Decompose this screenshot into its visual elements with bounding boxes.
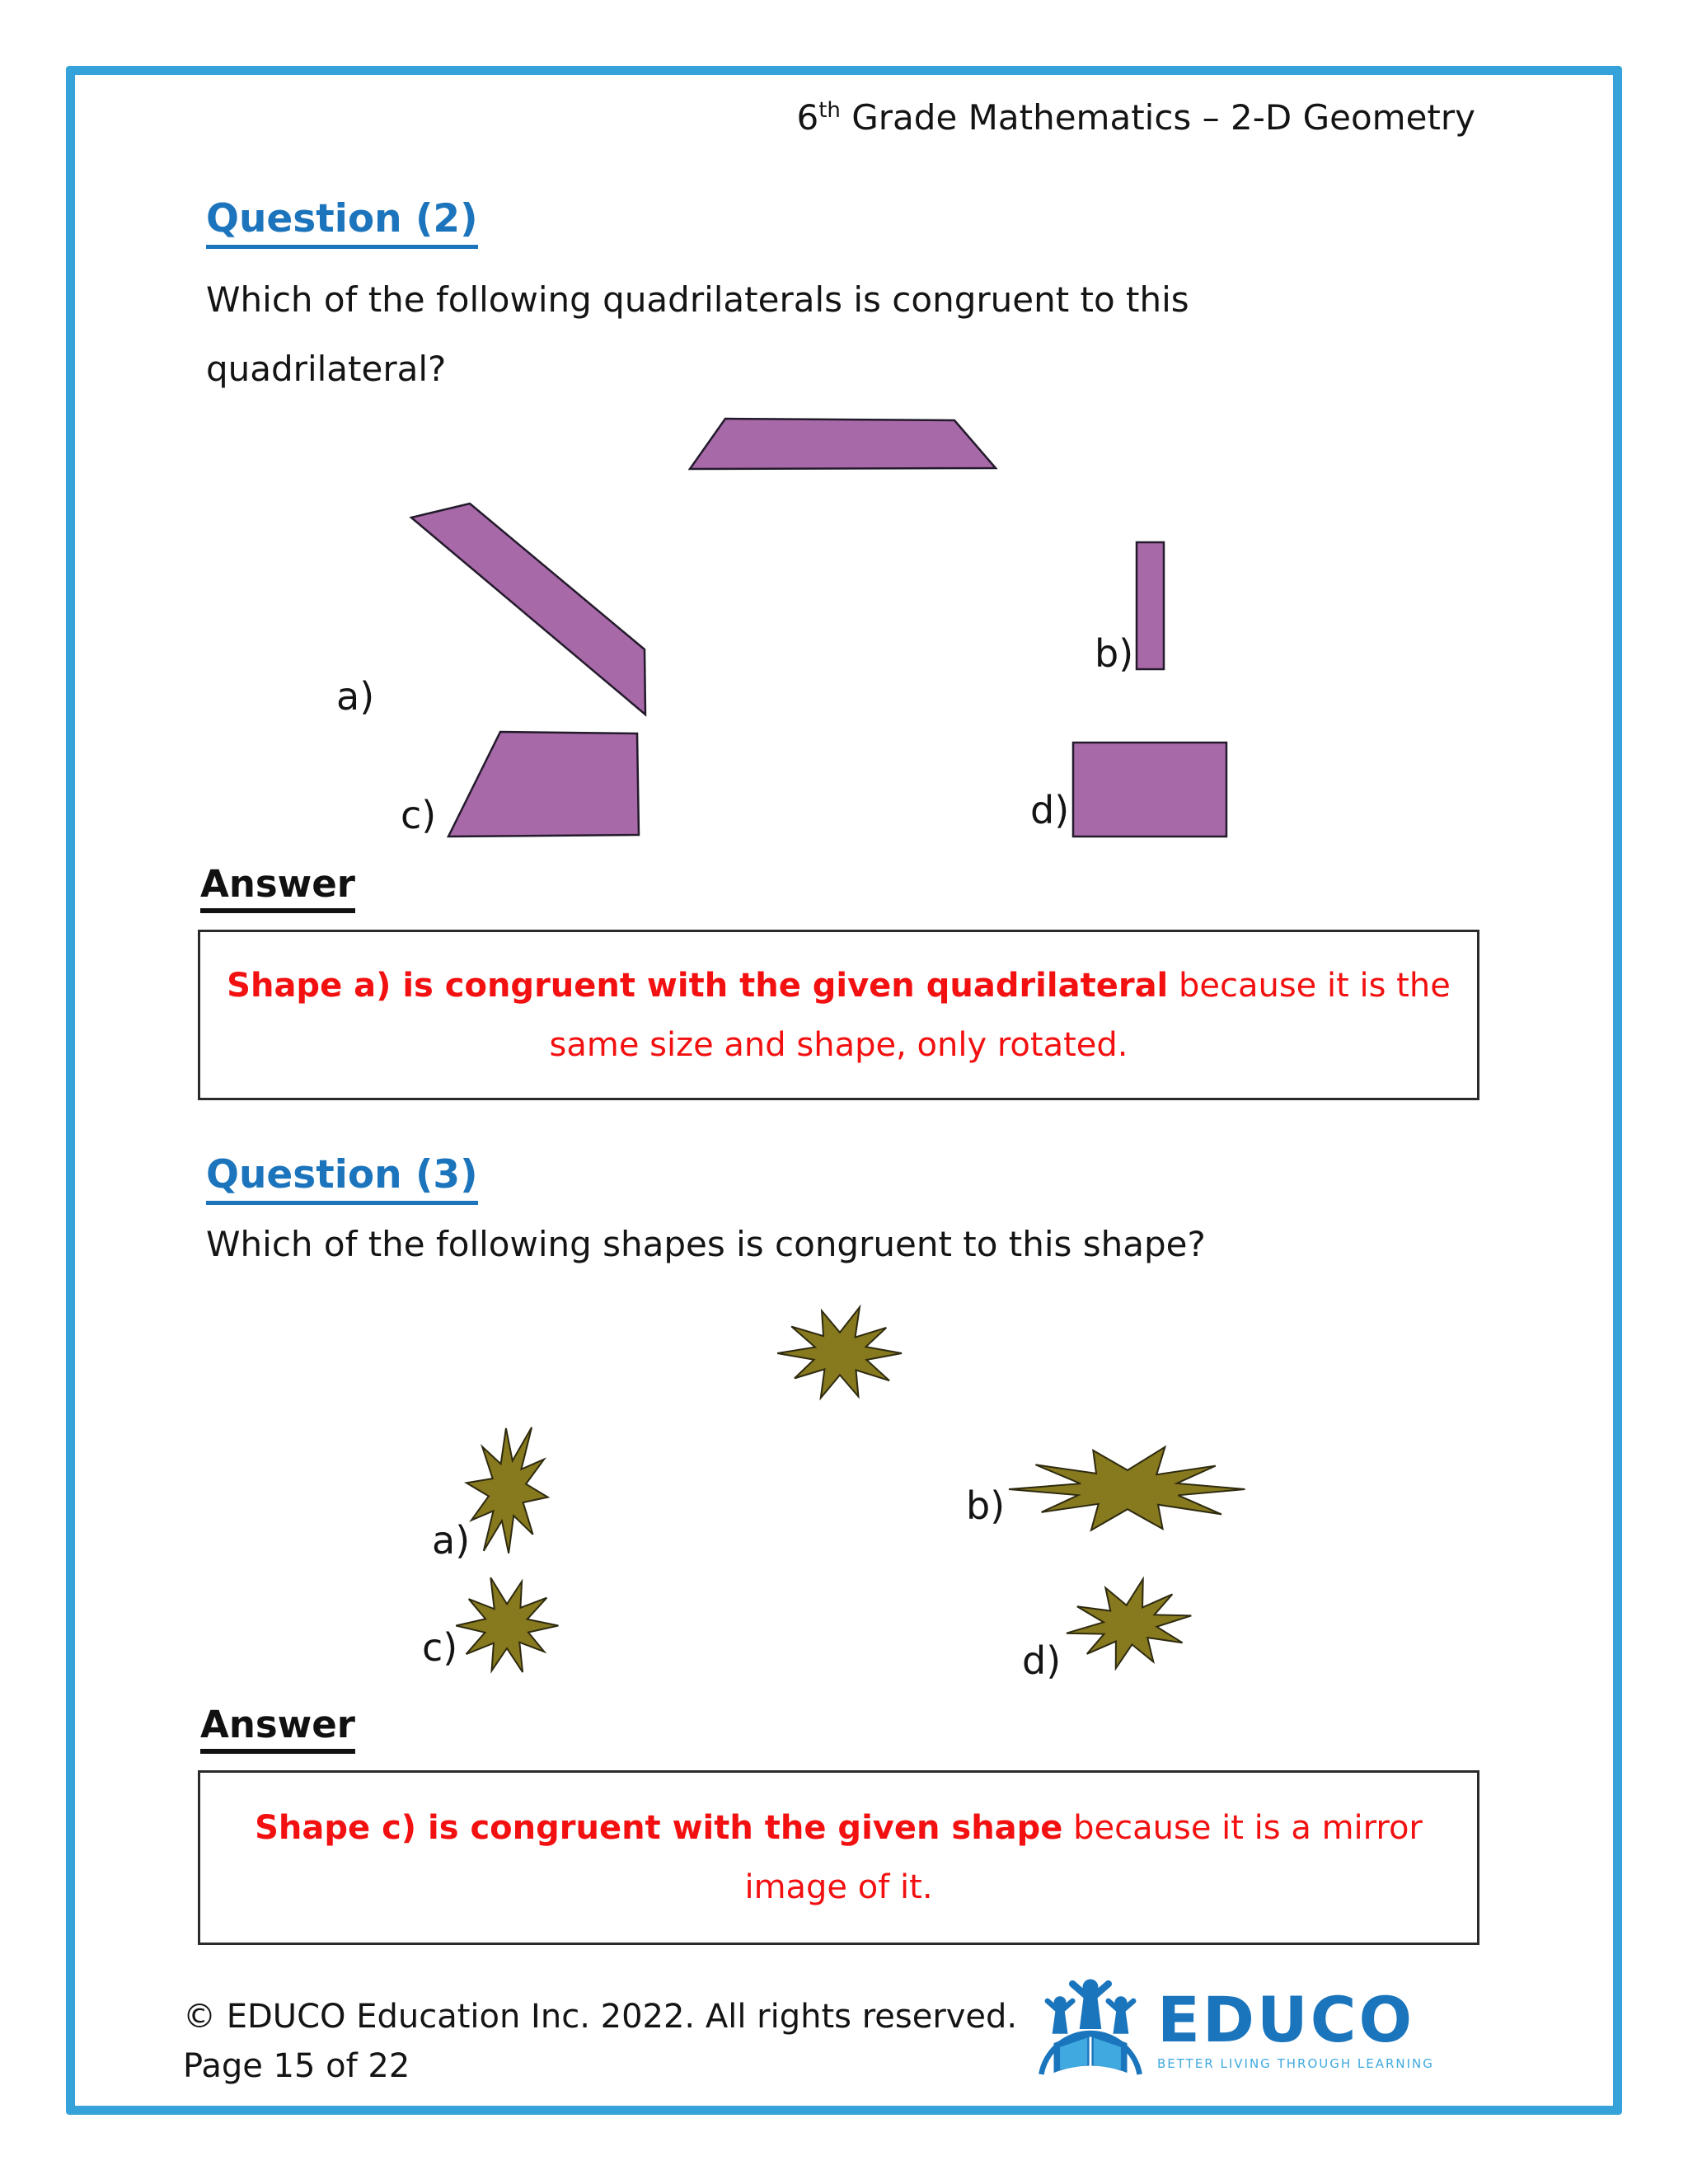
q3-option-a-label: a) (432, 1518, 471, 1563)
educo-logo-icon (1032, 1970, 1149, 2090)
footer-page-number: Page 15 of 22 (183, 2047, 410, 2085)
q3-answer-text (223, 1798, 1454, 1917)
q3-option-d-label: d) (1022, 1638, 1062, 1683)
educo-logo (1032, 1968, 1434, 2092)
question2-prompt: Which of the following quadrilaterals is congruent to this quadrilateral? (206, 279, 1189, 389)
q2-option-a-label: a) (336, 674, 375, 719)
q2-option-d-shape (1071, 740, 1229, 839)
header-grade-suffix: th (818, 98, 841, 123)
header-grade-number: 6 (796, 97, 819, 138)
educo-logo-wordmark: EDUCO (1157, 1983, 1415, 2056)
educo-logo-tagline: BETTER LIVING THROUGH LEARNING (1157, 2056, 1434, 2071)
q2-answer-regular: because it is the same size and shape, only rotated. (549, 966, 1451, 1064)
q3-answer-heading: Answer (200, 1703, 355, 1754)
q2-answer-bold: Shape a) is congruent with the given quadrilateral (227, 966, 1169, 1005)
q3-answer-bold: Shape c) is congruent with the given shape (255, 1809, 1063, 1847)
q3-option-c-label: c) (422, 1625, 458, 1670)
q3-option-b-label: b) (966, 1483, 1006, 1528)
header-title-text: Grade Mathematics – 2-D Geometry (840, 97, 1475, 138)
q2-option-d-label: d) (1030, 788, 1070, 832)
q2-option-b-label: b) (1095, 631, 1134, 676)
q3-option-d-shape (1057, 1569, 1201, 1679)
footer-copyright: © EDUCO Education Inc. 2022. All rights reserved. (183, 1998, 1018, 2036)
q2-answer-text (223, 956, 1454, 1075)
q3-option-b-shape (1004, 1444, 1251, 1535)
q3-answer-regular: because it is a mirror image of it. (744, 1809, 1423, 1906)
q3-option-c-shape (453, 1574, 560, 1677)
q2-option-c-label: c) (401, 793, 437, 837)
q3-given-star-shape (775, 1304, 905, 1403)
q2-answer-box (198, 930, 1479, 1100)
question3-title: Question (3) (206, 1152, 478, 1205)
q2-option-c-shape (443, 726, 645, 841)
educo-logo-text-block (1157, 1983, 1434, 2071)
q2-option-a-shape (408, 497, 655, 719)
question3-prompt: Which of the following shapes is congruent to this shape? (206, 1224, 1206, 1264)
question2-title: Question (2) (206, 196, 478, 249)
q3-answer-box (198, 1770, 1479, 1945)
q2-given-quadrilateral-shape (684, 412, 1006, 476)
q2-option-b-shape (1134, 540, 1167, 672)
q2-answer-heading: Answer (200, 862, 355, 913)
page-header (796, 97, 1475, 138)
